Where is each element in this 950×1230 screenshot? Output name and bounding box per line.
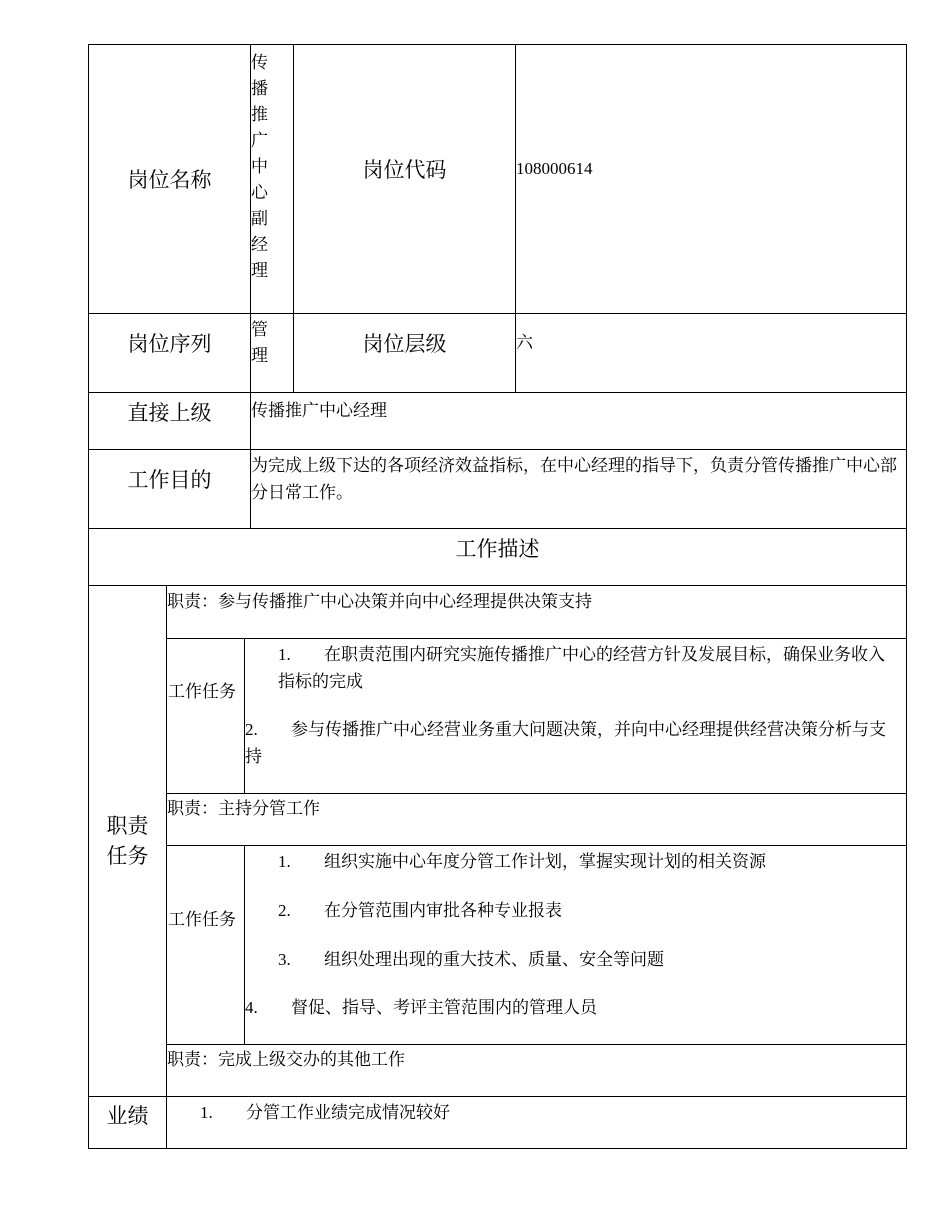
task-number: 2. [278, 901, 291, 920]
superior-value: 传播推广中心经理 [251, 401, 387, 420]
row-divider [166, 793, 907, 794]
row-divider [166, 638, 907, 639]
post-seq-value: 管理 [251, 320, 268, 365]
duties-label [89, 586, 166, 1096]
performance-label: 业绩 [106, 1104, 149, 1128]
purpose-value: 为完成上级下达的各项经济效益指标，在中心经理的指导下，负责分管传播推广中心部分日常工作。 [251, 456, 897, 502]
task-number: 3. [278, 950, 291, 969]
row-divider [88, 1096, 907, 1097]
performance-number: 1. [200, 1103, 213, 1122]
task-label: 工作任务 [168, 682, 236, 701]
post-name-value: 传播推广中心副经理 [251, 53, 268, 280]
row-divider [88, 585, 907, 586]
task-text: 组织处理出现的重大技术、质量、安全等问题 [324, 950, 664, 969]
duty-title: 职责：完成上级交办的其他工作 [167, 1050, 405, 1069]
duty-title: 职责：主持分管工作 [167, 799, 320, 818]
table-border-right [906, 44, 907, 1149]
duty-title: 职责：参与传播推广中心决策并向中心经理提供决策支持 [167, 592, 592, 611]
post-level-value: 六 [516, 333, 533, 352]
task-label: 工作任务 [168, 910, 236, 929]
task-text: 组织实施中心年度分管工作计划，掌握实现计划的相关资源 [324, 852, 766, 871]
task-text: 督促、指导、考评主管范围内的管理人员 [291, 998, 597, 1017]
superior-label: 直接上级 [127, 401, 212, 425]
performance-text: 分管工作业绩完成情况较好 [246, 1103, 450, 1122]
task-number: 4. [245, 998, 258, 1017]
task-number: 2. [245, 720, 258, 739]
row-divider [166, 845, 907, 846]
post-level-label: 岗位层级 [362, 332, 447, 356]
task-number: 1. [278, 852, 291, 871]
table-border-bottom [88, 1148, 907, 1149]
post-code-value: 108000614 [516, 159, 593, 178]
description-title: 工作描述 [455, 537, 540, 561]
row-divider [166, 1044, 907, 1045]
post-code-label: 岗位代码 [362, 158, 447, 182]
purpose-label: 工作目的 [127, 468, 212, 492]
task-text: 在职责范围内研究实施传播推广中心的经营方针及发展目标，确保业务收入指标的完成 [278, 645, 885, 691]
task-text: 参与传播推广中心经营业务重大问题决策，并向中心经理提供经营决策分析与支持 [245, 720, 886, 766]
task-number: 1. [278, 645, 291, 664]
post-seq-label: 岗位序列 [127, 332, 212, 356]
duties-label-text: 职责任务 [106, 814, 149, 868]
post-name-label: 岗位名称 [127, 168, 212, 192]
task-text: 在分管范围内审批各种专业报表 [324, 901, 562, 920]
